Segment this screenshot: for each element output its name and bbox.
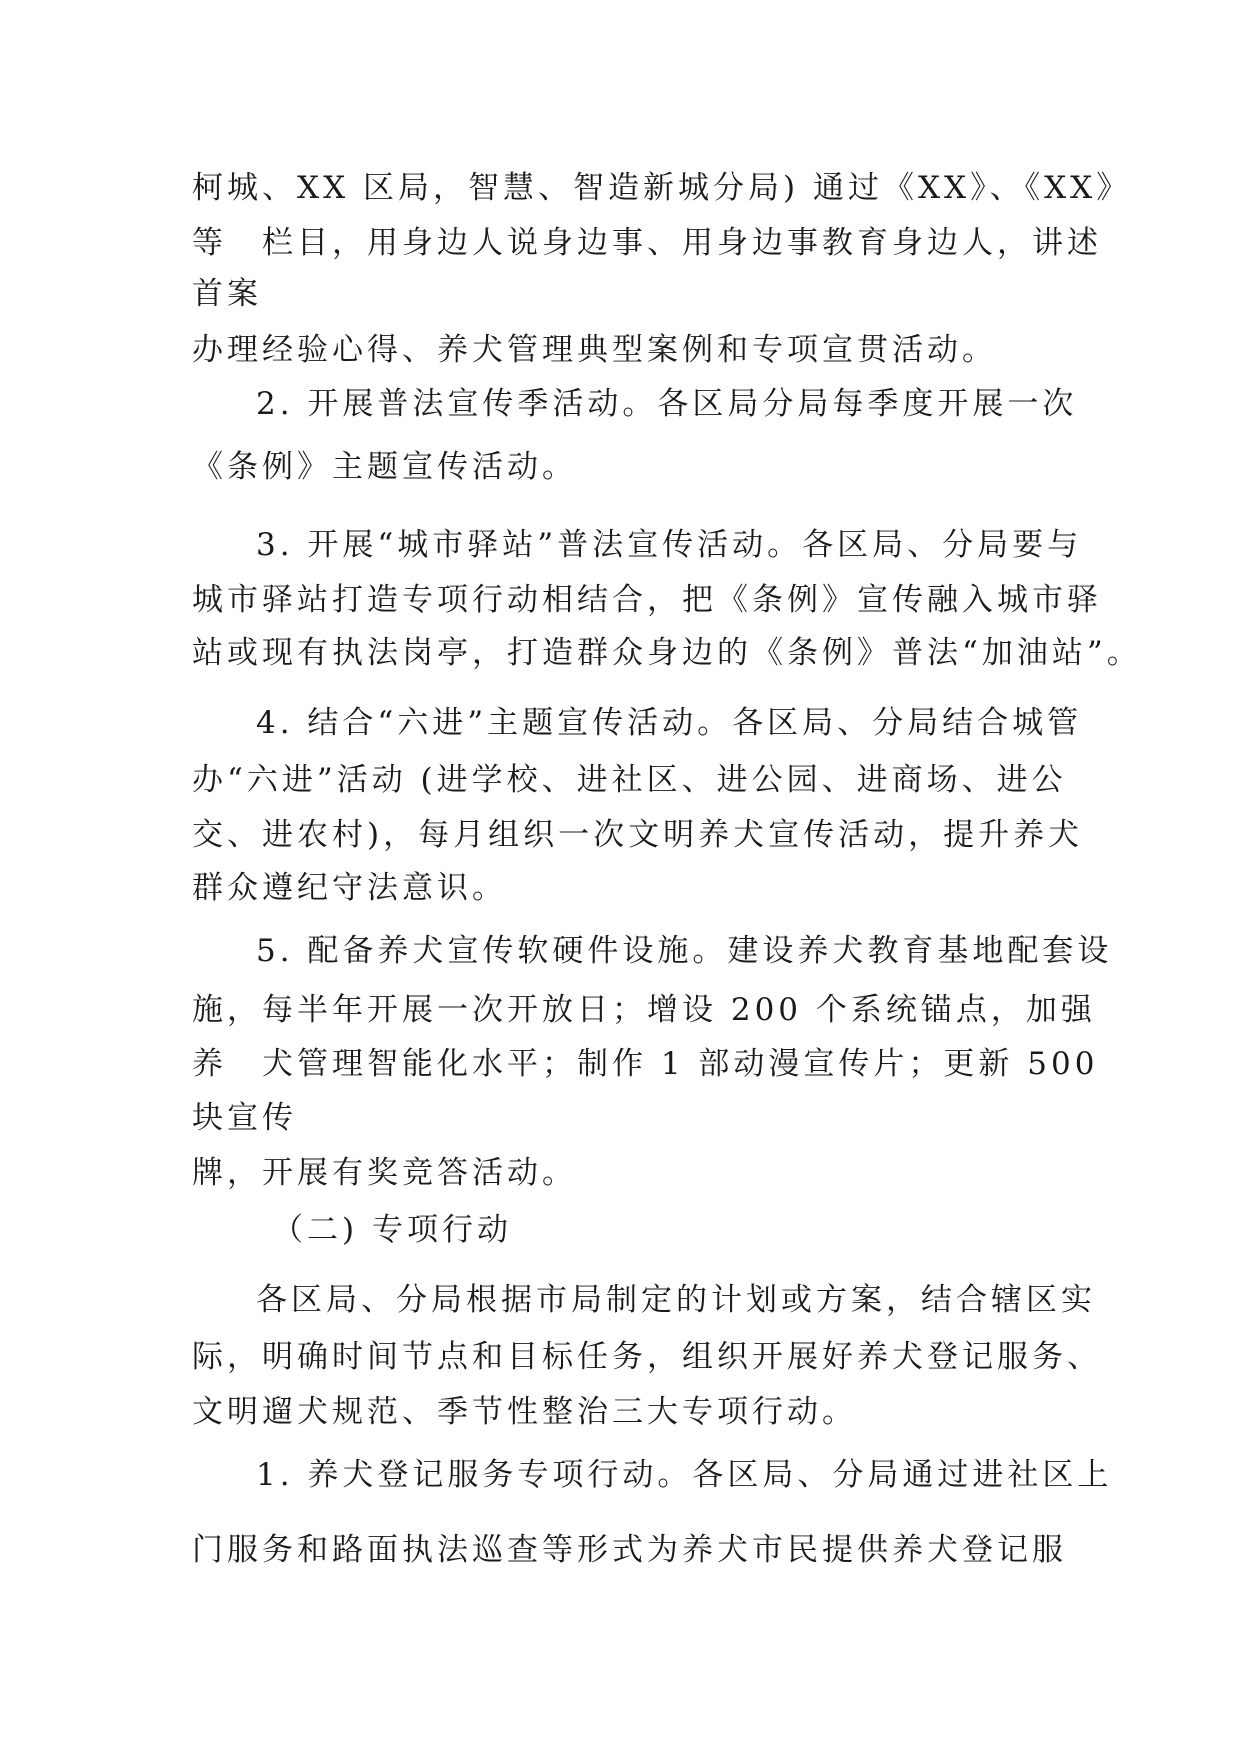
paragraph-line: 1. 养犬登记服务专项行动。各区局、分局通过进社区上 bbox=[256, 1457, 1113, 1493]
body-line: 交、进农村)，每月组织一次文明养犬宣传活动，提升养犬 bbox=[192, 817, 1084, 853]
body-line: 办理经验心得、养犬管理典型案例和专项宣贯活动。 bbox=[192, 332, 997, 368]
section-heading: （二) 专项行动 bbox=[272, 1212, 512, 1248]
paragraph-line: 3. 开展“城市驿站”普法宣传活动。各区局、分局要与 bbox=[256, 527, 1083, 563]
body-line: 城市驿站打造专项行动相结合，把《条例》宣传融入城市驿 bbox=[192, 582, 1102, 618]
body-line: 门服务和路面执法巡查等形式为养犬市民提供养犬登记服 bbox=[192, 1532, 1067, 1568]
body-line: 等 栏目，用身边人说身边事、用身边事教育身边人，讲述 bbox=[192, 225, 1102, 261]
body-line: 柯城、XX 区局，智慧、智造新城分局) 通过《XX》、《XX》 bbox=[192, 170, 1132, 206]
body-line: 办“六进”活动 (进学校、进社区、进公园、进商场、进公 bbox=[192, 762, 1067, 798]
paragraph-line: 各区局、分局根据市局制定的计划或方案，结合辖区实 bbox=[256, 1282, 1096, 1318]
body-line: 施，每半年开展一次开放日；增设 200 个系统锚点，加强 bbox=[192, 992, 1096, 1028]
body-line: 文明遛犬规范、季节性整治三大专项行动。 bbox=[192, 1394, 857, 1430]
paragraph-line: 2. 开展普法宣传季活动。各区局分局每季度开展一次 bbox=[256, 386, 1078, 422]
body-line: 际，明确时间节点和目标任务，组织开展好养犬登记服务、 bbox=[192, 1339, 1102, 1375]
paragraph-line: 5. 配备养犬宣传软硬件设施。建设养犬教育基地配套设 bbox=[256, 933, 1113, 969]
body-line: 块宣传 bbox=[192, 1100, 297, 1136]
paragraph-line: 4. 结合“六进”主题宣传活动。各区局、分局结合城管 bbox=[256, 705, 1083, 741]
body-line: 首案 bbox=[192, 276, 262, 312]
body-line: 站或现有执法岗亭，打造群众身边的《条例》普法“加油站”。 bbox=[192, 635, 1142, 671]
body-line: 《条例》主题宣传活动。 bbox=[192, 449, 577, 485]
body-line: 群众遵纪守法意识。 bbox=[192, 870, 507, 906]
body-line: 牌，开展有奖竞答活动。 bbox=[192, 1155, 577, 1191]
body-line: 养 犬管理智能化水平；制作 1 部动漫宣传片；更新 500 bbox=[192, 1046, 1099, 1082]
